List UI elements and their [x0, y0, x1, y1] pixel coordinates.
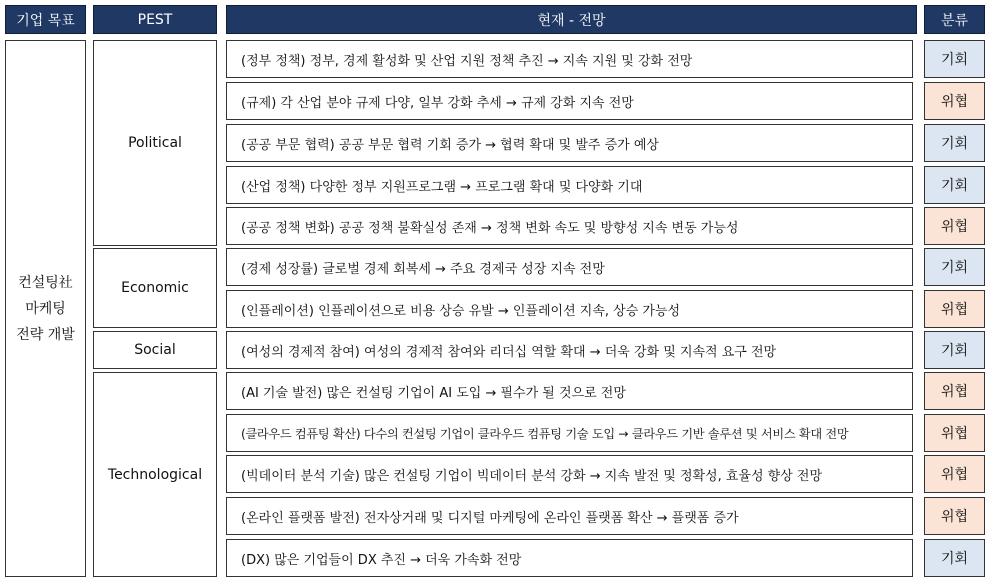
status-row-9: (AI 기술 발전) 많은 컨설팅 기업이 AI 도입 → 필수가 될 것으로 전망 [226, 372, 913, 410]
category-badge-8: 기회 [924, 331, 985, 369]
status-row-12: (온라인 플랫폼 발전) 전자상거래 및 디지털 마케팅에 온라인 플랫폼 확산 → 플랫폼 증가 [226, 497, 913, 535]
category-badge-1: 기회 [924, 40, 985, 78]
category-badge-12: 위협 [924, 497, 985, 535]
category-badge-2: 위협 [924, 82, 985, 120]
status-row-5: (공공 정책 변화) 공공 정책 불확실성 존재 → 정책 변화 속도 및 방향성 지속 변동 가능성 [226, 207, 913, 245]
header-pest: PEST [93, 5, 217, 34]
status-row-11: (빅데이터 분석 기술) 많은 컨설팅 기업이 빅데이터 분석 강화 → 지속 발전 및 정확성, 효율성 향상 전망 [226, 455, 913, 493]
category-badge-3: 기회 [924, 124, 985, 162]
pest-economic: Economic [93, 248, 217, 328]
status-row-4: (산업 정책) 다양한 정부 지원프로그램 → 프로그램 확대 및 다양화 기대 [226, 166, 913, 204]
category-badge-6: 기회 [924, 248, 985, 286]
pest-political: Political [93, 40, 217, 246]
category-badge-4: 기회 [924, 166, 985, 204]
goal-line-3: 전략 개발 [16, 326, 75, 343]
header-category: 분류 [924, 5, 985, 34]
header-status: 현재 - 전망 [226, 5, 917, 34]
pest-technological: Technological [93, 372, 217, 577]
category-badge-11: 위협 [924, 455, 985, 493]
status-row-2: (규제) 각 산업 분야 규제 다양, 일부 강화 추세 → 규제 강화 지속 전망 [226, 82, 913, 120]
status-row-7: (인플레이션) 인플레이션으로 비용 상승 유발 → 인플레이션 지속, 상승 가능성 [226, 290, 913, 328]
category-badge-13: 기회 [924, 539, 985, 577]
goal-line-1: 컨설팅社 [18, 274, 73, 291]
pest-social: Social [93, 331, 217, 369]
status-row-8: (여성의 경제적 참여) 여성의 경제적 참여와 리더십 역할 확대 → 더욱 강화 및 지속적 요구 전망 [226, 331, 913, 369]
category-badge-10: 위협 [924, 414, 985, 452]
status-row-1: (정부 정책) 정부, 경제 활성화 및 산업 지원 정책 추진 → 지속 지원 및 강화 전망 [226, 40, 913, 78]
status-row-3: (공공 부문 협력) 공공 부문 협력 기회 증가 → 협력 확대 및 발주 증가 예상 [226, 124, 913, 162]
status-row-10: (클라우드 컴퓨팅 확산) 다수의 컨설팅 기업이 클라우드 컴퓨팅 기술 도입 → 클라우드 기반 솔루션 및 서비스 확대 전망 [226, 414, 913, 452]
header-goal: 기업 목표 [5, 5, 86, 34]
status-row-13: (DX) 많은 기업들이 DX 추진 → 더욱 가속화 전망 [226, 539, 913, 577]
goal-cell [5, 40, 86, 577]
status-row-6: (경제 성장률) 글로벌 경제 회복세 → 주요 경제국 성장 지속 전망 [226, 248, 913, 286]
goal-line-2: 마케팅 [25, 300, 66, 317]
category-badge-7: 위협 [924, 290, 985, 328]
category-badge-9: 위협 [924, 372, 985, 410]
category-badge-5: 위협 [924, 207, 985, 245]
